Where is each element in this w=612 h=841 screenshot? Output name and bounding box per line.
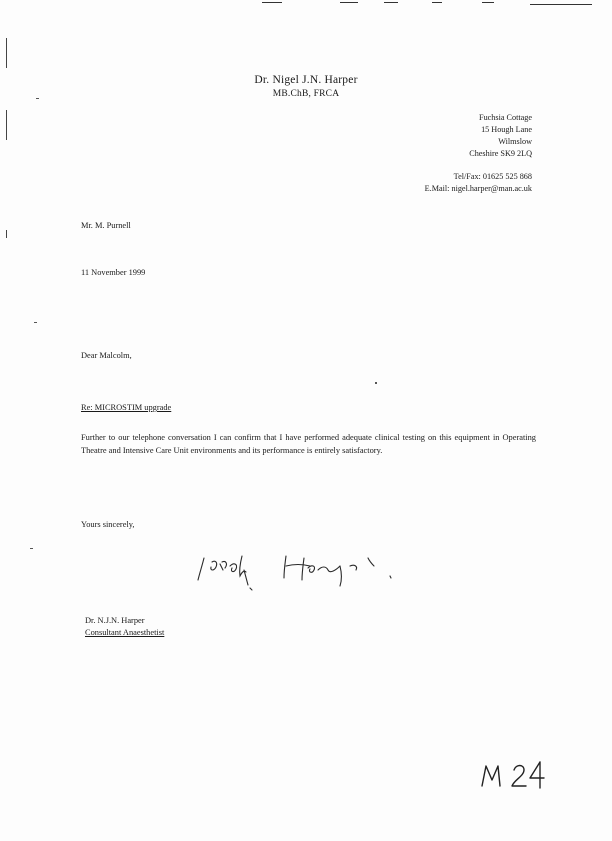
address-line-4: Cheshire SK9 2LQ — [469, 149, 532, 158]
address-line-2: 15 Hough Lane — [481, 125, 532, 134]
scan-edge-marks — [0, 0, 612, 10]
address-telfax: Tel/Fax: 01625 525 868 — [453, 172, 532, 181]
scan-speck — [375, 382, 377, 384]
address-email: E.Mail: nigel.harper@man.ac.uk — [424, 184, 532, 193]
recipient: Mr. M. Purnell — [81, 221, 131, 230]
letterhead-name: Dr. Nigel J.N. Harper — [254, 74, 358, 86]
scan-speck — [34, 322, 37, 323]
scan-speck — [30, 548, 33, 549]
body-paragraph: Further to our telephone conversation I can confirm that I have performed adequate clinical testing on this equipment in Operating Theatre and Intensive Care Unit environments and its performance is entirely satisfactory. — [81, 433, 536, 455]
letterhead-qualifications: MB.ChB, FRCA — [272, 89, 340, 99]
signatory-title: Consultant Anaesthetist — [85, 628, 165, 637]
handwritten-signature — [190, 540, 410, 600]
handwritten-annotation — [478, 756, 558, 792]
salutation: Dear Malcolm, — [81, 351, 132, 360]
subject-text: Re: MICROSTIM upgrade — [81, 403, 172, 412]
signatory-name: Dr. N.J.N. Harper — [85, 616, 145, 625]
subject-line — [81, 403, 171, 412]
closing: Yours sincerely, — [81, 520, 135, 529]
address-line-3: Wilmslow — [498, 137, 532, 146]
letter-date: 11 November 1999 — [81, 268, 146, 277]
address-line-1: Fuchsia Cottage — [479, 113, 532, 122]
